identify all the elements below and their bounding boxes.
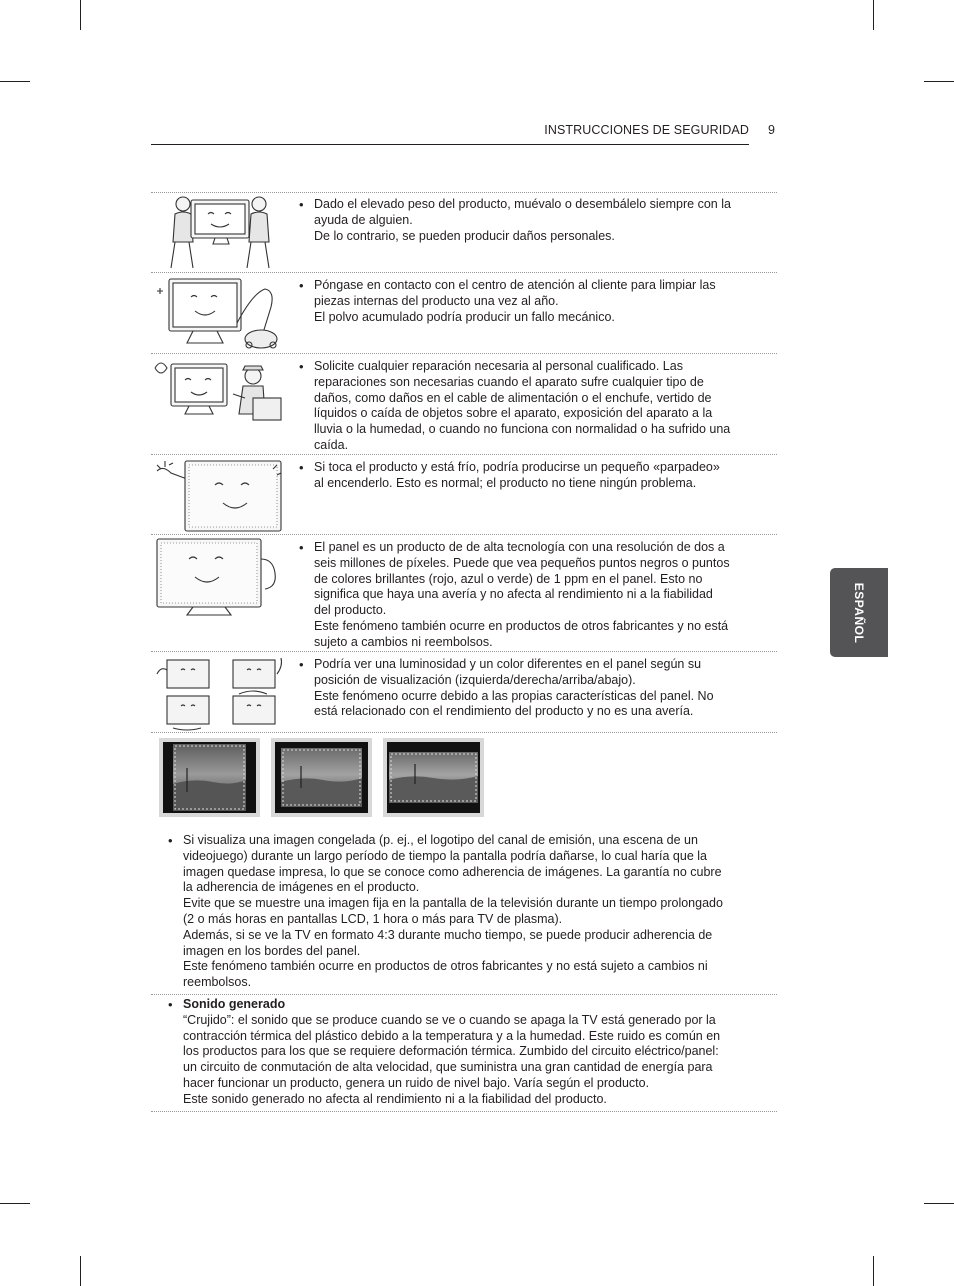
safety-item (151, 354, 777, 454)
generated-sound-section: • Sonido generado “Crujido”: el sonido que se produce cuando se ve o cuando se apaga la TV está generado por la contracción térmica del plástico debido a la temperatura y a la humedad. Este ruido es común en los productos para los que se requiere deformación térmica. Zumbido del circuito eléctrico/panel: un circuito de conmutación de alta velocidad, que suministra una gran cantidad de energía para hacer funcionar un producto, genera un ruido de nivel bajo. Varía según el producto. Este sonido generado no afecta al rendimiento ni a la fiabilidad del producto. (151, 997, 777, 1108)
safety-item-text: • Si toca el producto y está frío, podría producirse un pequeño «parpadeo» al encenderlo. Esto es normal; el producto no tiene ningún problema. (297, 460, 762, 492)
page-header (151, 122, 777, 144)
safety-item (151, 455, 777, 535)
language-tab (830, 568, 888, 657)
two-people-carrying-tv-icon (153, 192, 287, 277)
safety-item-text: • Póngase en contacto con el centro de atención al cliente para limpiar las piezas internas del producto una vez al año. El polvo acumulado podría producir un fallo mecánico. (297, 278, 762, 325)
tv-technician-icon (153, 354, 287, 459)
safety-item-text: • Podría ver una luminosidad y un color diferentes en el panel según su posición de visualización (izquierda/derecha/arriba/abajo). Este fenómeno ocurre debido a las propias características del panel. No está relacionado con el rendimiento del producto y no es una avería. (297, 657, 762, 720)
header-rule (151, 144, 749, 145)
crop-mark (873, 1256, 874, 1286)
crop-mark (80, 0, 81, 30)
crop-mark (924, 1203, 954, 1204)
crop-mark (924, 81, 954, 82)
tv-viewing-angles-icon (153, 652, 287, 737)
safety-item-text: • Dado el elevado peso del producto, muévalo o desembálelo siempre con la ayuda de alguien. De lo contrario, se pueden producir daños personales. (297, 197, 762, 244)
safety-item (151, 273, 777, 353)
safety-item-text: • Solicite cualquier reparación necesaria al personal cualificado. Las reparaciones son necesarias cuando el aparato sufre cualquier tipo de daños, como daños en el cable de alimentación o el enchufe, vertido de líquidos o caída de objetos sobre el aparato, exposición del aparato a la lluvia o la humedad, o cuando no funciona con normalidad o ha sufrido una caída. (297, 359, 762, 454)
safety-item (151, 652, 777, 732)
crop-mark (0, 81, 30, 82)
safety-item (151, 192, 777, 272)
generated-sound-title: • Sonido generado (183, 997, 286, 1011)
letterbox-image-icon (383, 738, 484, 817)
crop-mark (873, 0, 874, 30)
image-retention-section: • Si visualiza una imagen congelada (p. ej., el logotipo del canal de emisión, una escena de un videojuego) durante un largo período de tiempo la pantalla podría dañarse, lo cual haría que la imagen quedase impresa, lo que se conoce como adherencia de imágenes. La garantía no cubre la adherencia de imágenes en el producto. Evite que se muestre una imagen fija en la pantalla de la televisión durante un tiempo prolongado (2 o más horas en pantallas LCD, 1 hora o más para TV de plasma). Además, si se ve la TV en formato 4:3 durante mucho tiempo, se puede producir adherencia de imagen en los bordes del panel. Este fenómeno también ocurre en productos de otros fabricantes y no está sujeto a cambios ni reembolsos. (151, 833, 777, 991)
safety-item-text: • El panel es un producto de de alta tecnología con una resolución de dos a seis millones de píxeles. Puede que vea pequeños puntos negros o puntos de colores brillantes (rojo, azul o verde) de 1 ppm en el panel. Esto no significa que haya una avería y no afecta al rendimiento ni a la fiabilidad del producto. Este fenómeno también ocurre en productos de otros fabricantes y no está sujeto a cambios ni reembolsos. (297, 540, 762, 651)
language-label: ESPAÑOL (852, 582, 866, 643)
crop-mark (80, 1256, 81, 1286)
row-separator (151, 994, 777, 995)
page-number: 9 (768, 123, 775, 137)
framed-image-icon (271, 738, 372, 817)
image-retention-examples (159, 738, 489, 818)
pillarbox-image-icon (159, 738, 260, 817)
tv-flicker-hand-icon (153, 455, 287, 540)
crop-mark (0, 1203, 30, 1204)
tv-vacuum-cleaner-icon (153, 273, 287, 358)
section-title: INSTRUCCIONES DE SEGURIDAD (544, 123, 749, 137)
tv-pixel-panel-icon (153, 535, 287, 656)
safety-item (151, 535, 777, 651)
row-separator (151, 1111, 777, 1112)
